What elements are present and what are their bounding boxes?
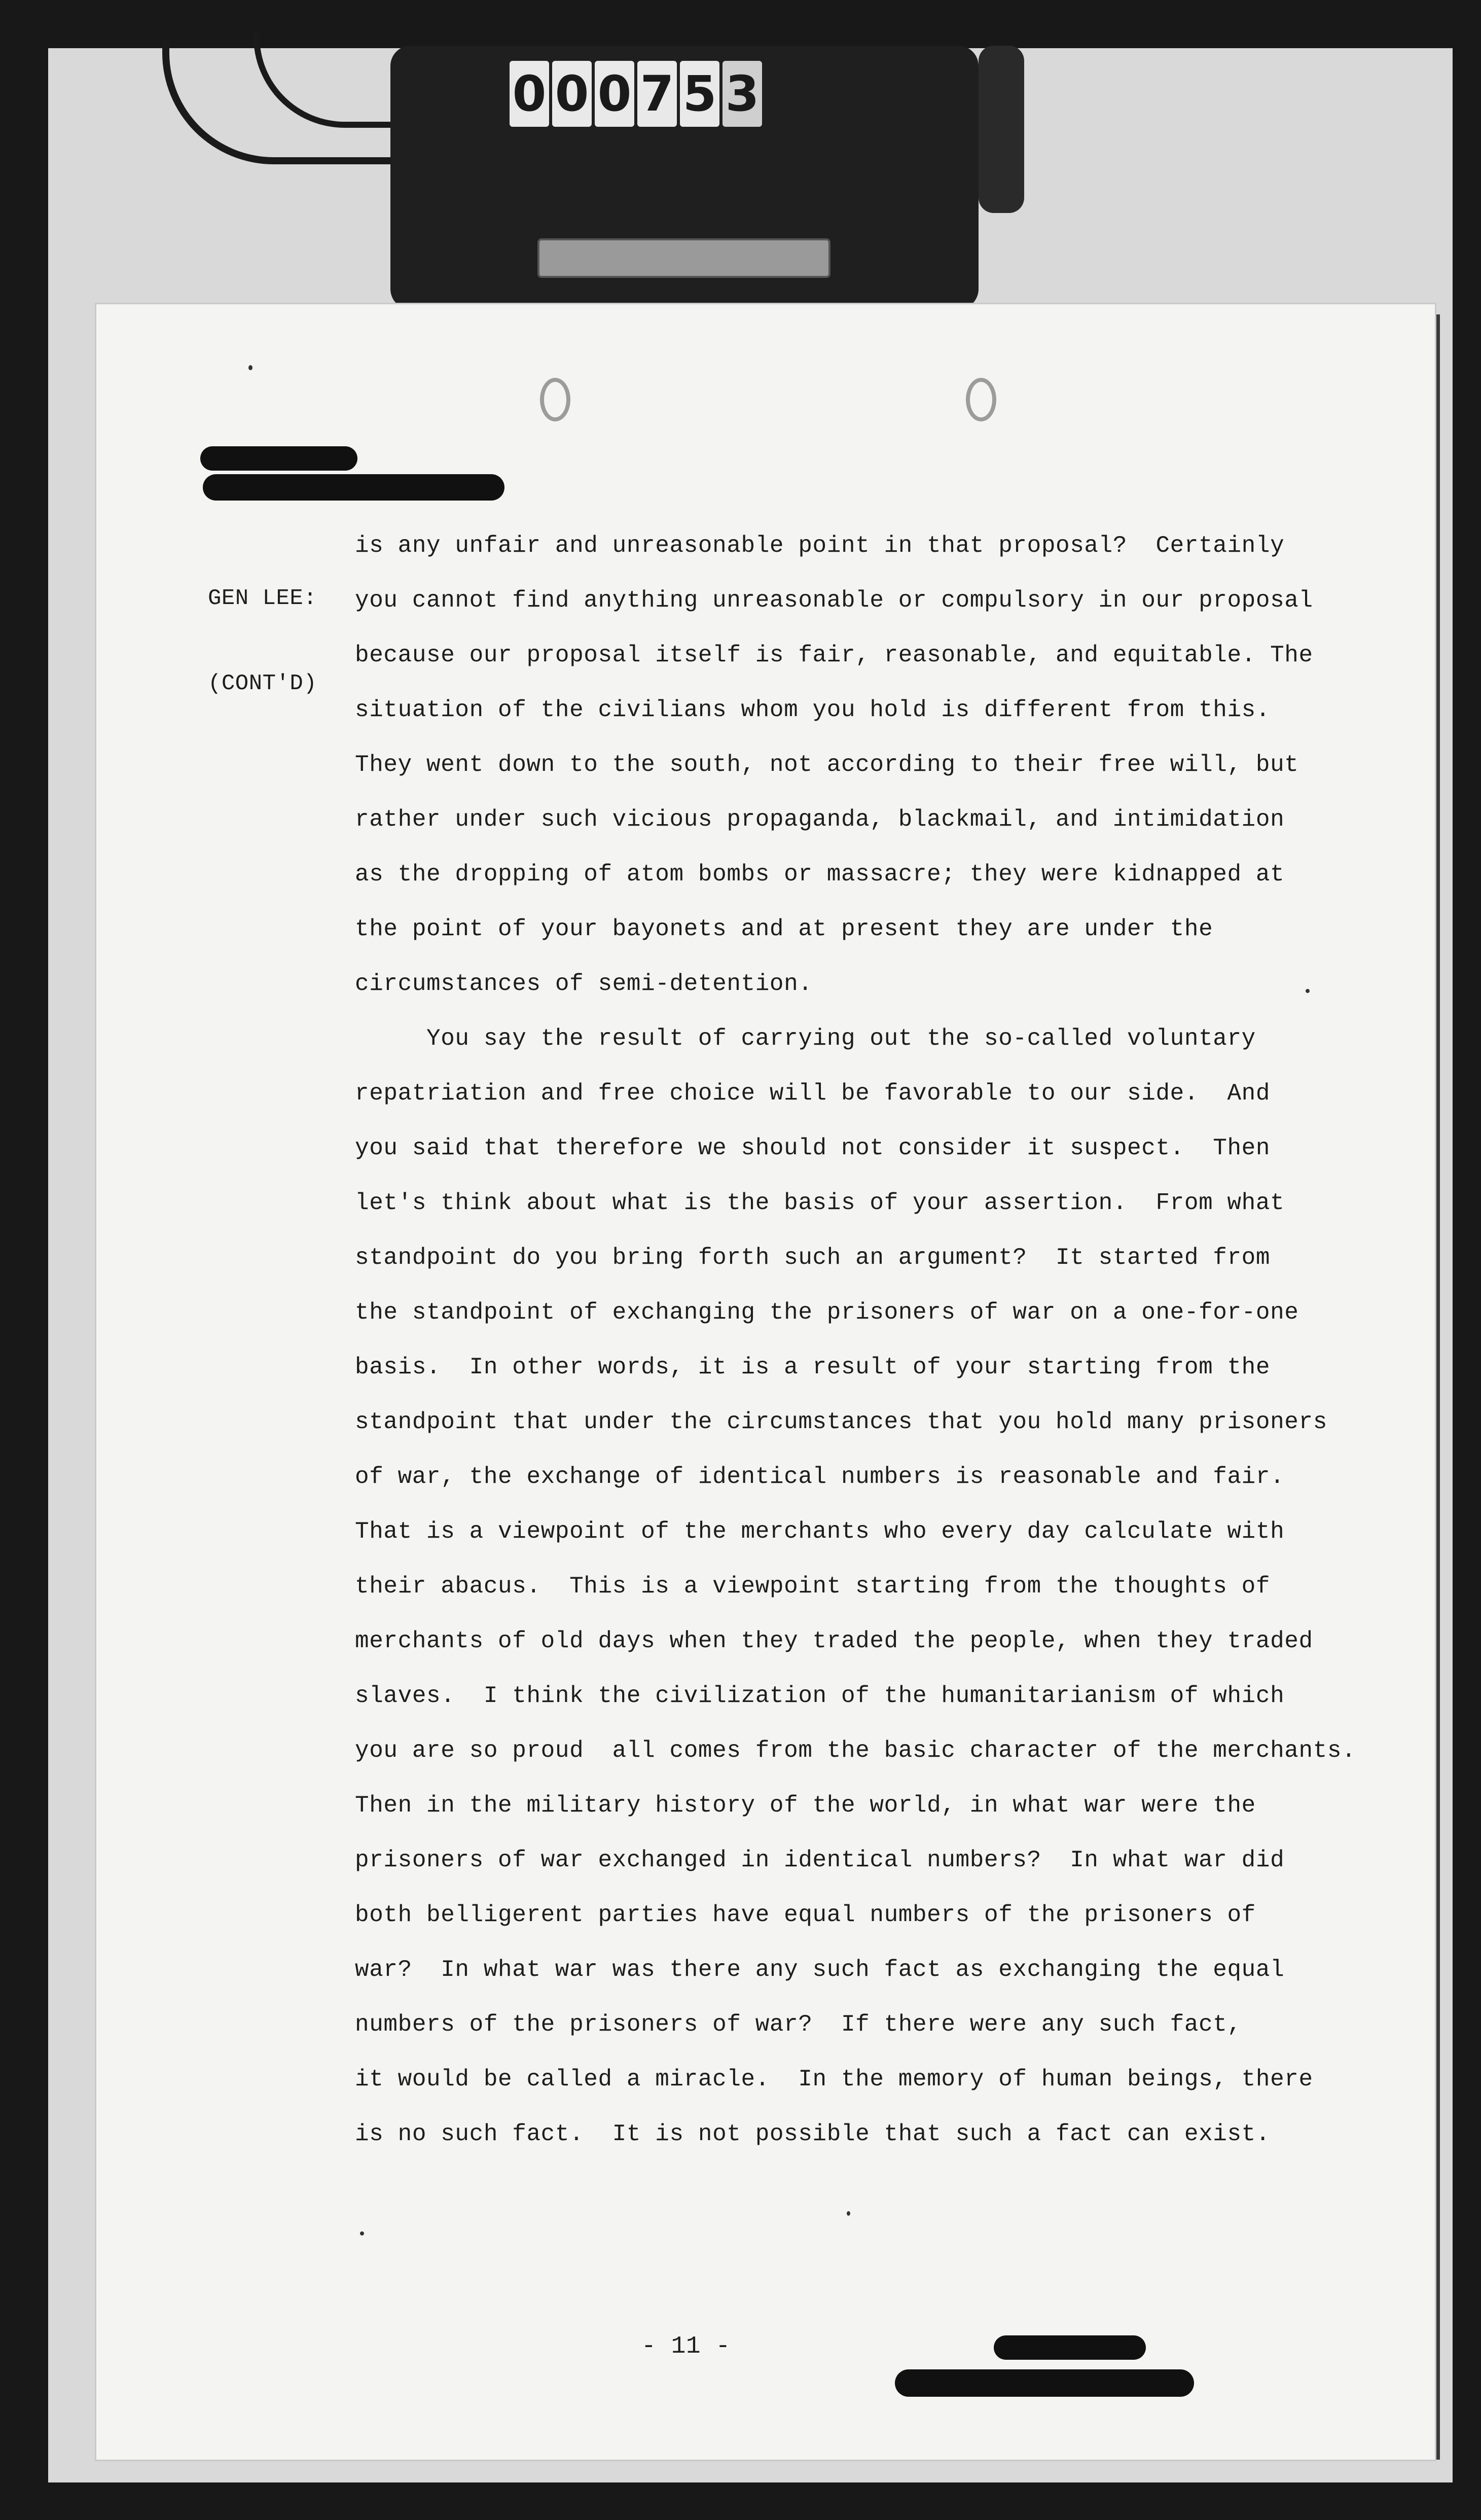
text-line: repatriation and free choice will be favorable to our side. And (355, 1080, 1271, 1107)
text-line: Then in the military history of the world, in what war were the (355, 1792, 1256, 1819)
redaction-mark (200, 446, 357, 471)
counter-knob (979, 46, 1024, 213)
text-line: you cannot find anything unreasonable or compulsory in our proposal (355, 587, 1313, 614)
text-line: basis. In other words, it is a result of your starting from the (355, 1354, 1271, 1380)
text-line: the standpoint of exchanging the prisoners of war on a one-for-one (355, 1299, 1299, 1326)
counter-digit: 0 (595, 61, 634, 127)
text-line: They went down to the south, not according to their free will, but (355, 752, 1299, 778)
counter-digit: 5 (680, 61, 719, 127)
text-line: numbers of the prisoners of war? If there were any such fact, (355, 2011, 1242, 2038)
counter-digit: 0 (510, 61, 549, 127)
text-line: prisoners of war exchanged in identical numbers? In what war did (355, 1847, 1285, 1873)
text-line: their abacus. This is a viewpoint starting from the thoughts of (355, 1573, 1271, 1600)
counter-digit: 3 (723, 61, 762, 127)
page-number: - 11 - (641, 2333, 731, 2360)
text-line: let's think about what is the basis of your assertion. From what (355, 1190, 1285, 1216)
speaker-name: GEN LEE: (208, 586, 317, 611)
text-line: you said that therefore we should not consider it suspect. Then (355, 1135, 1271, 1161)
counter-plate (537, 238, 830, 278)
text-line: because our proposal itself is fair, reasonable, and equitable. The (355, 642, 1313, 668)
text-line: circumstances of semi-detention. (355, 971, 813, 997)
speaker-continued: (CONT'D) (208, 671, 317, 696)
redaction-mark (994, 2335, 1146, 2360)
frame-counter-digits (510, 61, 762, 127)
text-line: the point of your bayonets and at present they are under the (355, 916, 1213, 942)
text-line: That is a viewpoint of the merchants who every day calculate with (355, 1518, 1285, 1545)
counter-digit: 7 (637, 61, 677, 127)
dust-speck (847, 2211, 850, 2216)
redaction-mark (203, 474, 504, 501)
text-line: is any unfair and unreasonable point in that proposal? Certainly (355, 533, 1285, 559)
counter-digit: 0 (552, 61, 592, 127)
text-line: as the dropping of atom bombs or massacre; they were kidnapped at (355, 861, 1285, 888)
dust-speck (1306, 989, 1310, 993)
redaction-mark (895, 2369, 1194, 2397)
text-line: of war, the exchange of identical numbers is reasonable and fair. (355, 1464, 1285, 1490)
text-line: is no such fact. It is not possible that such a fact can exist. (355, 2121, 1271, 2147)
binder-hole (540, 378, 570, 421)
dust-speck (248, 365, 252, 370)
text-line: both belligerent parties have equal numbers of the prisoners of (355, 1902, 1256, 1928)
text-line: rather under such vicious propaganda, blackmail, and intimidation (355, 806, 1285, 833)
text-line: it would be called a miracle. In the memory of human beings, there (355, 2066, 1313, 2092)
text-line: slaves. I think the civilization of the humanitarianism of which (355, 1683, 1285, 1709)
speaker-label (208, 527, 317, 726)
text-line: standpoint do you bring forth such an argument? It started from (355, 1245, 1271, 1271)
dust-speck (360, 2231, 364, 2235)
text-line: situation of the civilians whom you hold is different from this. (355, 697, 1271, 723)
text-line: standpoint that under the circumstances that you hold many prisoners (355, 1409, 1327, 1435)
binder-hole (966, 378, 996, 421)
text-line: merchants of old days when they traded the people, when they traded (355, 1628, 1313, 1654)
text-line: you are so proud all comes from the basic character of the merchants. (355, 1737, 1356, 1764)
text-line: You say the result of carrying out the so-called voluntary (355, 1025, 1256, 1052)
text-line: war? In what war was there any such fact as exchanging the equal (355, 1957, 1285, 1983)
